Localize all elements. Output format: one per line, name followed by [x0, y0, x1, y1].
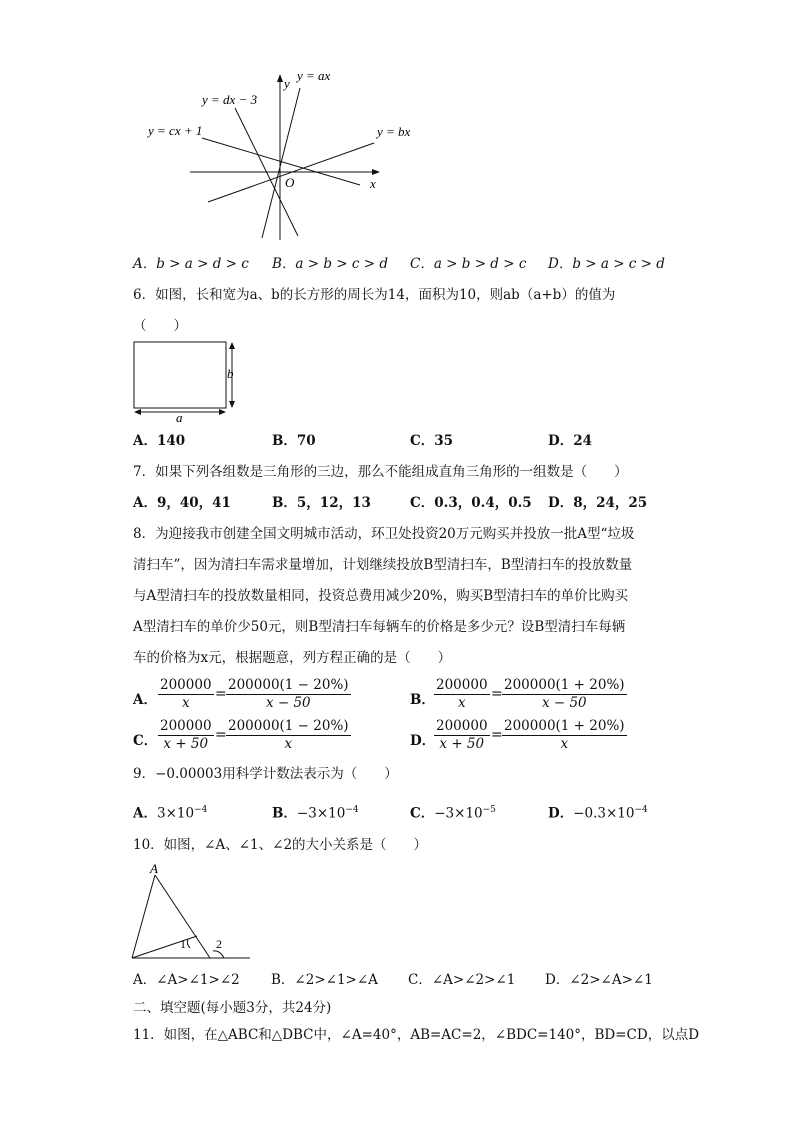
q7-option-d[interactable]: D．8，24，25 [548, 495, 648, 511]
q6-stem: 6．如图，长和宽为a、b的长方形的周长为14，面积为10，则ab（a+b）的值为 [133, 287, 616, 303]
q7-option-b[interactable]: B．5，12，13 [272, 495, 371, 511]
q9-option-c[interactable]: C．$-3\times 10^{-5}$ [410, 805, 496, 822]
q8-option-b[interactable]: B． [410, 692, 435, 708]
q8-line-2: 清扫车”，因为清扫车需求量增加，计划继续投放B型清扫车，B型清扫车的投放数量 [133, 557, 633, 573]
q6-option-b[interactable]: B．70 [272, 433, 316, 449]
section-heading: 二、填空题(每小题3分，共24分) [133, 1000, 332, 1016]
q7-stem: 7．如果下列各组数是三角形的三边，那么不能组成直角三角形的一组数是（ ） [133, 464, 628, 480]
q6-option-c[interactable]: C．35 [410, 433, 454, 449]
q10-option-d[interactable]: D．∠2>∠A>∠1 [545, 972, 653, 988]
q8-b-frac-right: $\frac{200000(1 + 20\%)}{x - 50}$ [504, 677, 625, 711]
q7-option-a[interactable]: A．9，40，41 [133, 495, 231, 511]
q9-option-b[interactable]: B．$-3\times 10^{-4}$ [272, 805, 359, 822]
q10-option-a[interactable]: A．∠A>∠1>∠2 [133, 972, 240, 988]
y-axis-arrow [277, 74, 283, 82]
q8-c-frac-right: $\frac{200000(1 - 20\%)}{x}$ [228, 718, 349, 752]
line-y-ax [262, 88, 300, 238]
q8-line-3: 与A型清扫车的投放数量相同，投资总费用减少20%，购买B型清扫车的单价比购买 [133, 588, 629, 604]
q6-option-d[interactable]: D．24 [548, 433, 592, 449]
q8-a-frac-right: $\frac{200000(1 - 20\%)}{x - 50}$ [228, 677, 349, 711]
label-1: 1 [180, 937, 186, 951]
label-2: 2 [216, 937, 222, 951]
label-origin: O [285, 175, 295, 190]
q8-line-5: 车的价格为x元，根据题意，列方程正确的是（ ） [133, 650, 452, 666]
q7-option-c[interactable]: C．0.3，0.4，0.5 [410, 495, 532, 511]
q5-option-a[interactable]: A．b > a > d > c [133, 256, 249, 272]
x-axis-arrow [372, 169, 380, 175]
label-y-ax: y = ax [297, 68, 331, 83]
rectangle-figure [128, 336, 243, 426]
line-y-cx [202, 138, 360, 185]
q8-d-frac-left: $\frac{200000}{x + 50}$ [436, 718, 488, 752]
q5-option-b[interactable]: B．a > b > c > d [272, 256, 388, 272]
q5-option-d[interactable]: D．b > a > c > d [548, 256, 665, 272]
q8-c-eq: = [215, 727, 227, 743]
q8-a-frac-left: $\frac{200000}{x}$ [160, 677, 212, 711]
label-x-axis: x [370, 176, 376, 191]
label-A: A [150, 861, 158, 876]
q10-option-b[interactable]: B．∠2>∠1>∠A [271, 972, 378, 988]
linear-functions-graph [140, 60, 411, 245]
q9-option-d[interactable]: D．$-0.3\times 10^{-4}$ [548, 805, 648, 822]
q6-stem-paren: （ ） [133, 318, 187, 334]
label-y-dx: y = dx − 3 [202, 92, 258, 107]
q8-b-frac-left: $\frac{200000}{x}$ [436, 677, 488, 711]
q8-option-d[interactable]: D． [410, 733, 436, 749]
q10-stem: 10．如图，∠A、∠1、∠2的大小关系是（ ） [133, 837, 428, 853]
triangle-figure [128, 858, 258, 966]
label-y-axis: y [284, 76, 290, 91]
q9-option-a[interactable]: A．$3\times 10^{-4}$ [133, 805, 208, 822]
q8-d-frac-right: $\frac{200000(1 + 20\%)}{x}$ [504, 718, 625, 752]
label-b: b [227, 366, 234, 381]
label-y-cx: y = cx + 1 [148, 123, 203, 138]
q8-option-c[interactable]: C． [133, 733, 158, 749]
q8-line-4: A型清扫车的单价少50元，则B型清扫车每辆车的价格是多少元？设B型清扫车每辆 [133, 619, 626, 635]
q8-b-eq: = [491, 686, 503, 702]
q8-option-a[interactable]: A． [133, 692, 157, 708]
q8-c-frac-left: $\frac{200000}{x + 50}$ [160, 718, 212, 752]
label-y-bx: y = bx [377, 124, 411, 139]
q8-a-eq: = [215, 686, 227, 702]
q6-option-a[interactable]: A．140 [133, 433, 186, 449]
q11-stem: 11．如图，在△ABC和△DBC中，∠A=40°，AB=AC=2，∠BDC=140°，BD=CD，以点D [133, 1027, 700, 1043]
label-a: a [176, 410, 183, 425]
q8-d-eq: = [491, 727, 503, 743]
q8-line-1: 8．为迎接我市创建全国文明城市活动，环卫处投资20万元购买并投放一批A型“垃圾 [133, 526, 635, 542]
q9-stem: 9．−0.00003用科学计数法表示为（ ） [133, 766, 398, 782]
q10-option-c[interactable]: C．∠A>∠2>∠1 [408, 972, 516, 988]
q5-option-c[interactable]: C．a > b > d > c [410, 256, 527, 272]
